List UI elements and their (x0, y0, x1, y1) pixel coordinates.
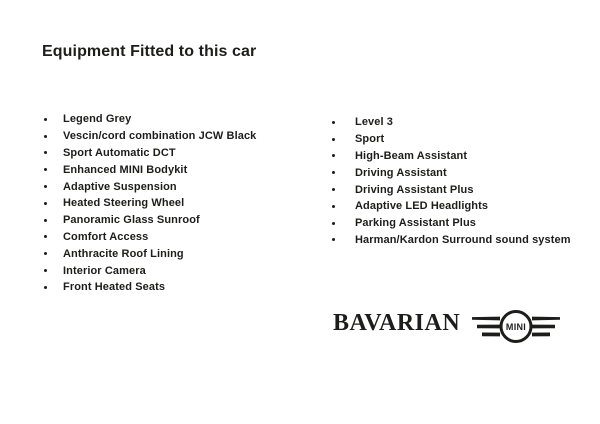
equipment-item (44, 178, 324, 195)
equipment-item-label: Adaptive Suspension (63, 180, 177, 193)
bullet-icon (332, 222, 335, 225)
equipment-item (44, 212, 324, 229)
bullet-icon (44, 202, 47, 205)
equipment-item-label: Vescin/cord combination JCW Black (63, 130, 257, 143)
equipment-item (44, 262, 324, 279)
bullet-icon (44, 235, 47, 238)
equipment-item (44, 161, 324, 178)
equipment-list-right (332, 114, 582, 248)
bullet-icon (332, 188, 335, 191)
equipment-list-left (44, 111, 324, 296)
equipment-item (44, 128, 324, 145)
equipment-item (44, 245, 324, 262)
bullet-icon (332, 154, 335, 157)
equipment-item-label: Anthracite Roof Lining (63, 247, 184, 260)
equipment-item (332, 114, 582, 131)
equipment-item-label: High-Beam Assistant (355, 149, 468, 162)
bullet-icon (44, 185, 47, 188)
bullet-icon (332, 171, 335, 174)
bullet-icon (332, 238, 335, 241)
equipment-item-label: Sport Automatic DCT (63, 146, 176, 159)
equipment-item-label: Interior Camera (63, 264, 146, 277)
equipment-item-label: Level 3 (355, 116, 394, 129)
dealer-logo-text: BAVARIAN (333, 310, 461, 336)
mini-wing-right-top (532, 317, 560, 321)
bullet-icon (44, 269, 47, 272)
equipment-item (44, 229, 324, 246)
equipment-item-label: Adaptive LED Headlights (355, 200, 489, 213)
bullet-icon (44, 118, 47, 121)
mini-logo-icon (470, 307, 562, 346)
equipment-item (332, 164, 582, 181)
equipment-item-label: Panoramic Glass Sunroof (63, 214, 200, 227)
equipment-item-label: Harman/Kardon Surround sound system (355, 233, 571, 246)
equipment-item (44, 279, 324, 296)
equipment-item-label: Parking Assistant Plus (355, 217, 476, 230)
bullet-icon (332, 138, 335, 141)
mini-wing-right-bottom (532, 333, 550, 337)
equipment-item-label: Front Heated Seats (63, 281, 166, 294)
equipment-item-label: Driving Assistant Plus (355, 183, 474, 196)
equipment-item-label: Comfort Access (63, 230, 149, 243)
equipment-item-label: Heated Steering Wheel (63, 197, 185, 210)
mini-wing-left-bottom (482, 333, 500, 337)
equipment-item-label: Driving Assistant (355, 166, 447, 179)
equipment-item (44, 145, 324, 162)
bullet-icon (44, 286, 47, 289)
mini-wing-left-top (472, 317, 500, 321)
bullet-icon (44, 135, 47, 138)
bullet-icon (332, 205, 335, 208)
mini-wing-left-mid (477, 325, 500, 329)
bullet-icon (44, 219, 47, 222)
equipment-item (44, 195, 324, 212)
equipment-item (332, 181, 582, 198)
equipment-item-label: Enhanced MINI Bodykit (63, 163, 188, 176)
dealer-branding (333, 305, 565, 349)
mini-wing-right-mid (532, 325, 555, 329)
equipment-item (332, 148, 582, 165)
equipment-item (332, 232, 582, 249)
page-title: Equipment Fitted to this car (42, 43, 257, 60)
equipment-item-label: Sport (355, 133, 385, 146)
equipment-item (332, 215, 582, 232)
bullet-icon (44, 168, 47, 171)
equipment-item (332, 198, 582, 215)
equipment-item (44, 111, 324, 128)
equipment-item (332, 131, 582, 148)
bullet-icon (44, 151, 47, 154)
equipment-item-label: Legend Grey (63, 113, 132, 126)
bullet-icon (332, 121, 335, 124)
bullet-icon (44, 252, 47, 255)
mini-logo-wordmark: MINI (505, 322, 527, 332)
